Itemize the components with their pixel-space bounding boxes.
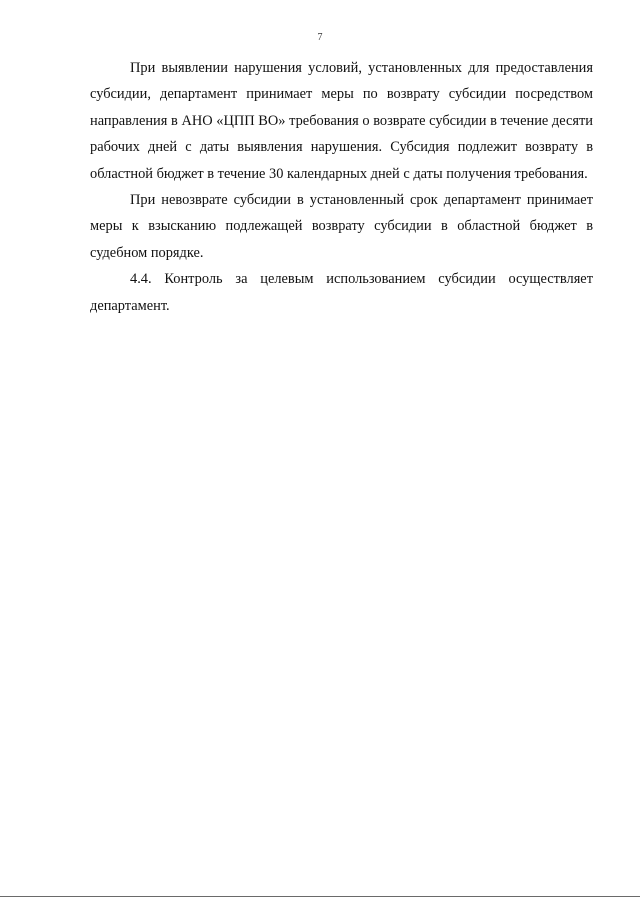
page-number: 7 xyxy=(317,32,323,43)
document-body xyxy=(90,55,593,319)
paragraph-control: 4.4. Контроль за целевым использованием субсидии осуществляет департамент. xyxy=(90,271,593,314)
paragraph-court-recovery: При невозврате субсидии в установленный срок департамент принимает меры к взысканию подлежащей возврату субсидии в областной бюджет в судебном порядке. xyxy=(90,192,593,261)
page-bottom-divider xyxy=(0,896,640,897)
paragraph-subsidy-return: При выявлении нарушения условий, установленных для предоставления субсидии, департамент принимает меры по возврату субсидии посредством направления в АНО «ЦПП ВО» требования о возврате субсидии в течение десяти рабочих дней с даты выявления нарушения. Субсидия подлежит возврату в областной бюджет в течение 30 календарных дней с даты получения требования. xyxy=(90,60,593,182)
